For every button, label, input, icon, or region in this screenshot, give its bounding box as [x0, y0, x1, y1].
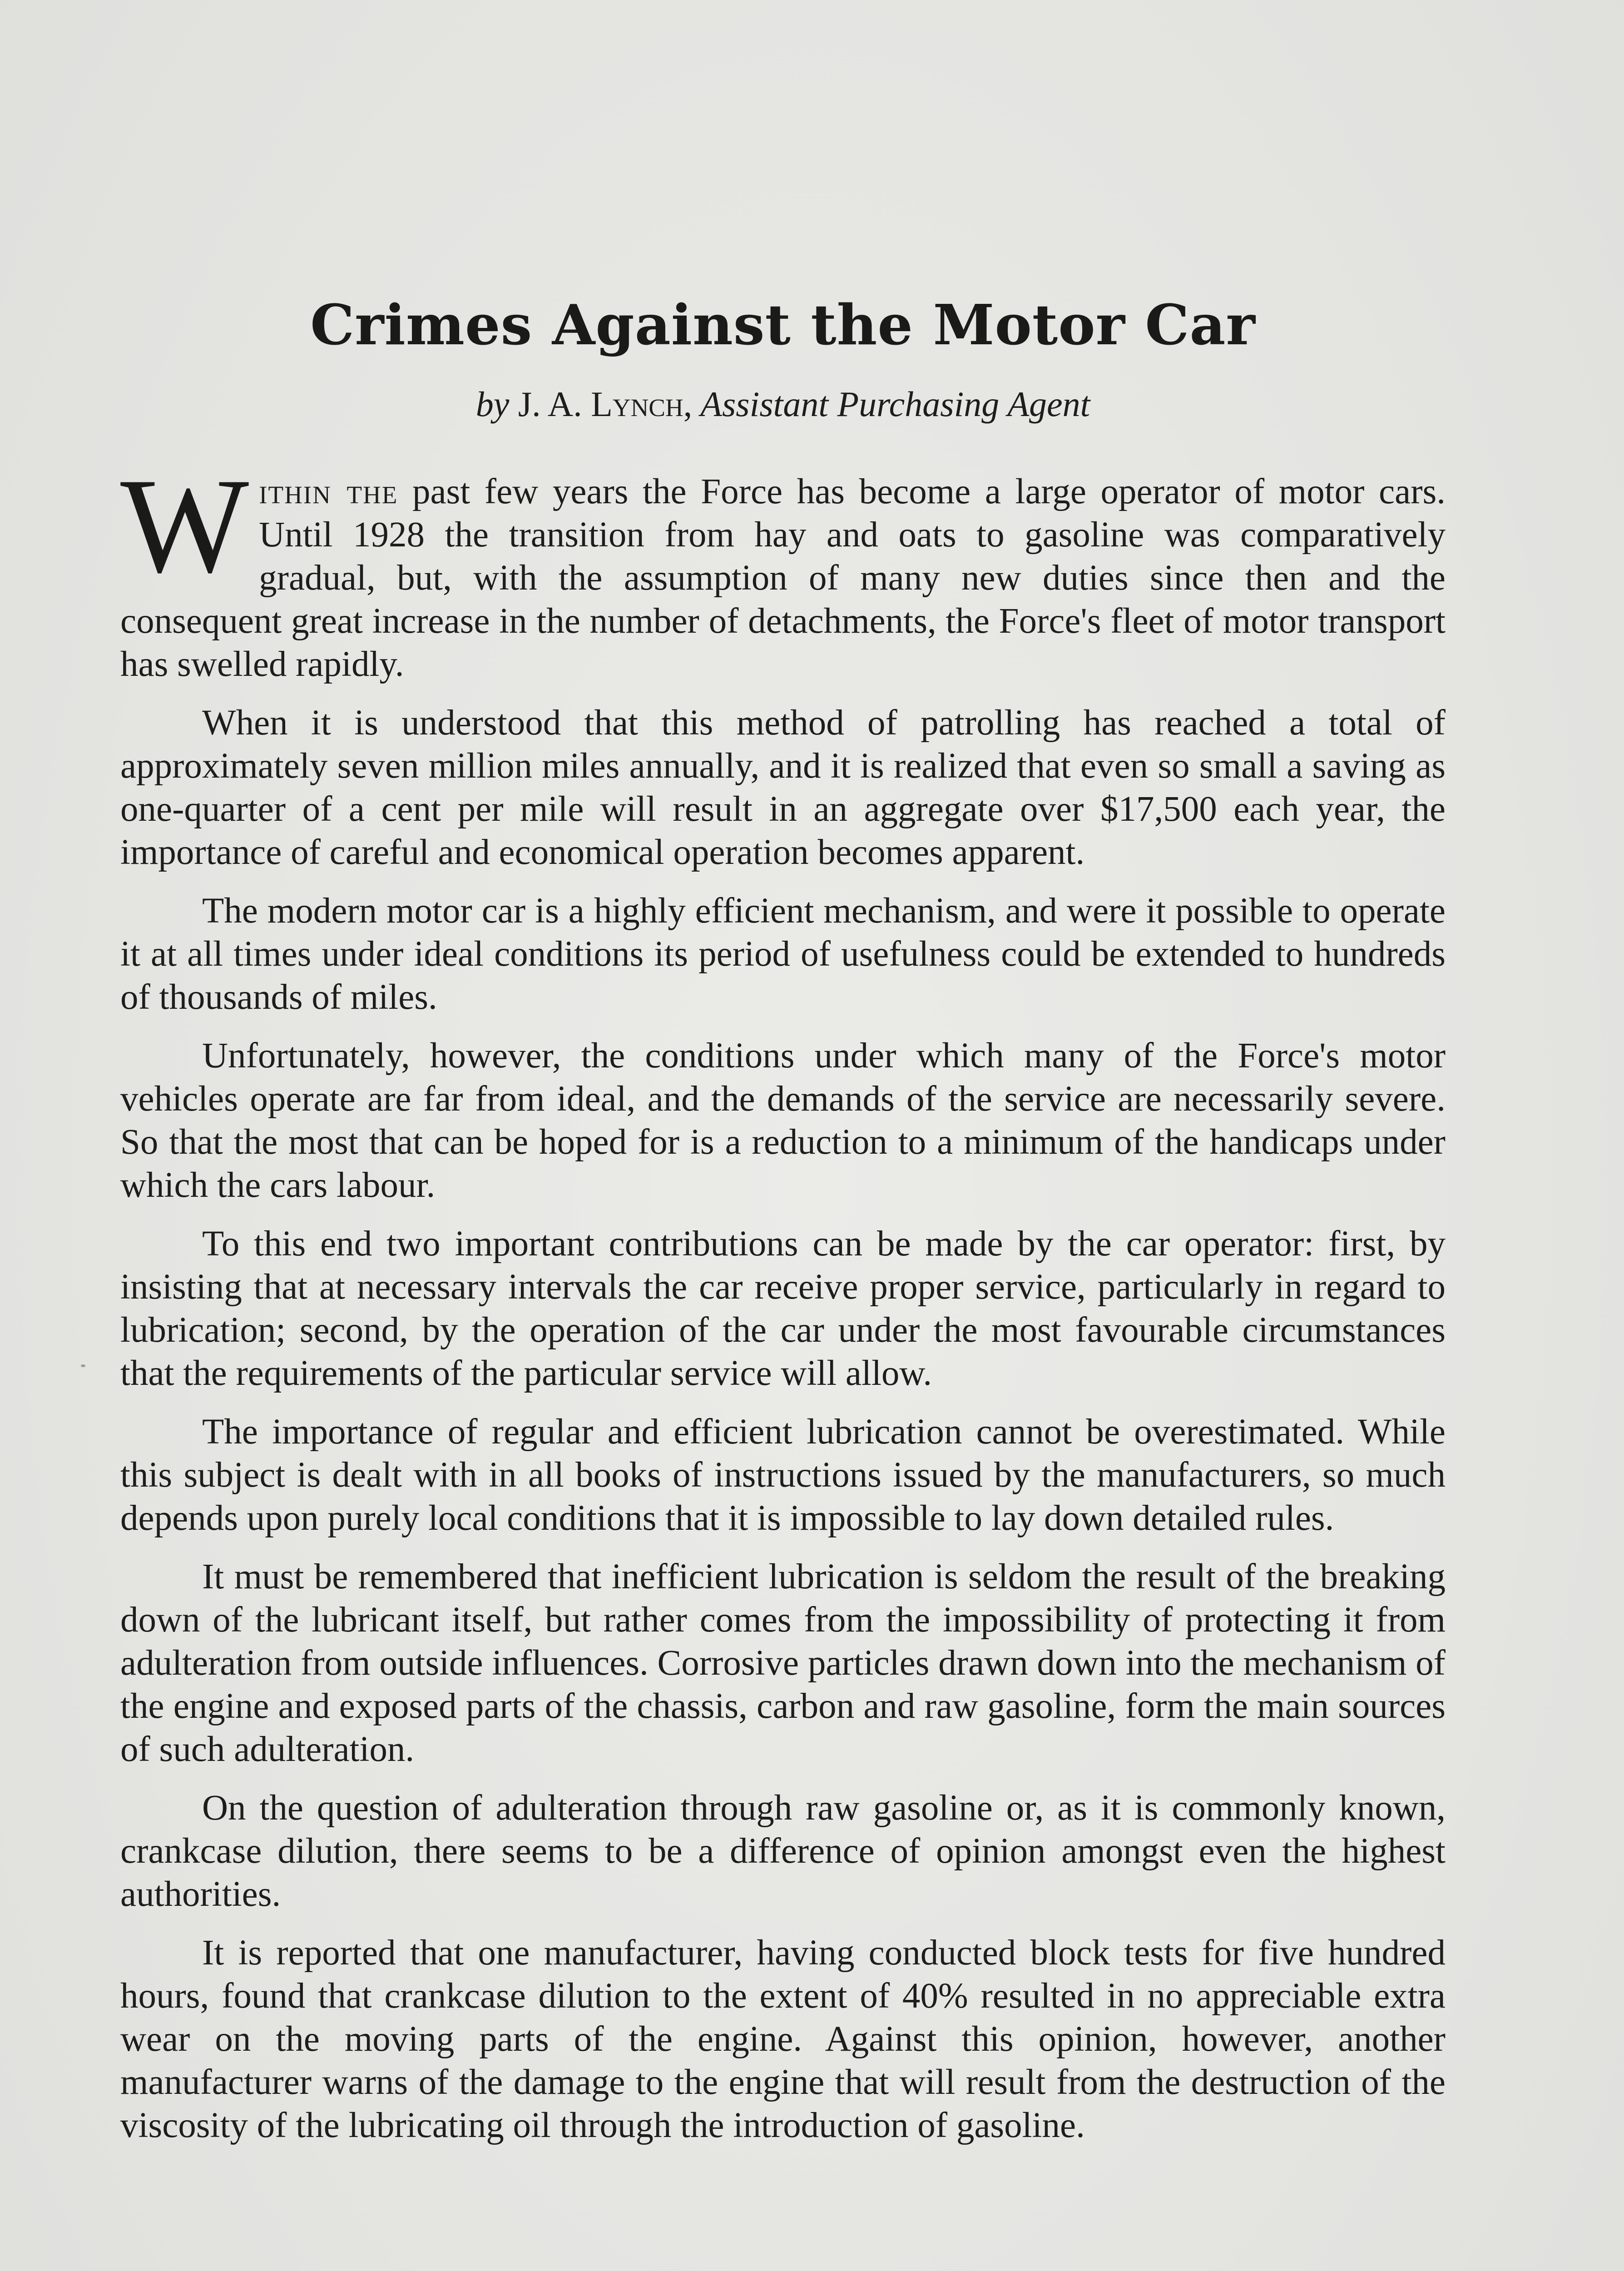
byline-by: by [475, 384, 510, 424]
article-title: Crimes Against the Motor Car [310, 292, 1256, 357]
lead-in-smallcaps: ithin the [259, 472, 398, 511]
byline-role: Assistant Purchasing Agent [700, 384, 1090, 424]
byline [120, 382, 1446, 427]
paragraph-5: To this end two important contributions can be made by the car operator: first, by insisting that at necessary intervals the car receive proper service, particularly in regard to lubrication; second, by the operation of the car under the most favourable circumstances that the requirements of the particular service will allow. [120, 1224, 1446, 1393]
paragraph-9: It is reported that one manufacturer, having conducted block tests for five hundred hours, found that crankcase dilution to the extent of 40% resulted in no appreciable extra wear on the moving parts of the engine. Against this opinion, however, another manufacturer warns of the damage to the engine that will result from the destruction of the viscosity of the lubricating oil through the introduction of gasoline. [120, 1933, 1446, 2145]
drop-cap: W [120, 450, 249, 601]
byline-initials: J. A. [518, 384, 582, 424]
paragraph-2: When it is understood that this method of patrolling has reached a total of approximately seven million miles annually, and it is realized that even so small a saving as one-quarter of a cent per mile will result in an aggregate over $17,500 each year, the importance of careful and economical operation becomes apparent. [120, 703, 1446, 872]
paragraph-3: The modern motor car is a highly efficient mechanism, and were it possible to operate it at all times under ideal conditions its period of usefulness could be extended to hundreds of thousands of miles. [120, 891, 1446, 1017]
byline-surname: Lynch, [591, 384, 693, 424]
paragraph-6: The importance of regular and efficient lubrication cannot be overestimated. While this subject is dealt with in all books of instructions issued by the manufacturers, so much depends upon purely local conditions that it is impossible to lay down detailed rules. [120, 1412, 1446, 1538]
article [120, 291, 1446, 2162]
paper-speck [81, 1364, 85, 1367]
paragraph-1 [120, 450, 1446, 686]
paragraph-7: It must be remembered that inefficient lubrication is seldom the result of the breaking down of the lubricant itself, but rather comes from the impossibility of protecting it from adulteration from outside influences. Corrosive particles drawn down into the mechanism of the engine and exposed parts of the chassis, carbon and raw gasoline, form the main sources of such adulteration. [120, 1557, 1446, 1769]
paragraph-4: Unfortunately, however, the conditions under which many of the Force's motor vehicles operate are far from ideal, and the demands of the service are necessarily severe. So that the most that can be hoped for is a reduction to a minimum of the handicaps under which the cars labour. [120, 1036, 1446, 1205]
paragraph-8: On the question of adulteration through raw gasoline or, as it is commonly known, crankcase dilution, there seems to be a difference of opinion amongst even the highest authorities. [120, 1788, 1446, 1914]
paragraph-text: past few years the Force has become a large operator of motor cars. Until 1928 the transition from hay and oats to gasoline was comparatively gradual, but, with the assumption of many new duties since then and the consequent great increase in the number of detachments, the Force's fleet of motor transport has swelled rapidly. [120, 472, 1446, 684]
